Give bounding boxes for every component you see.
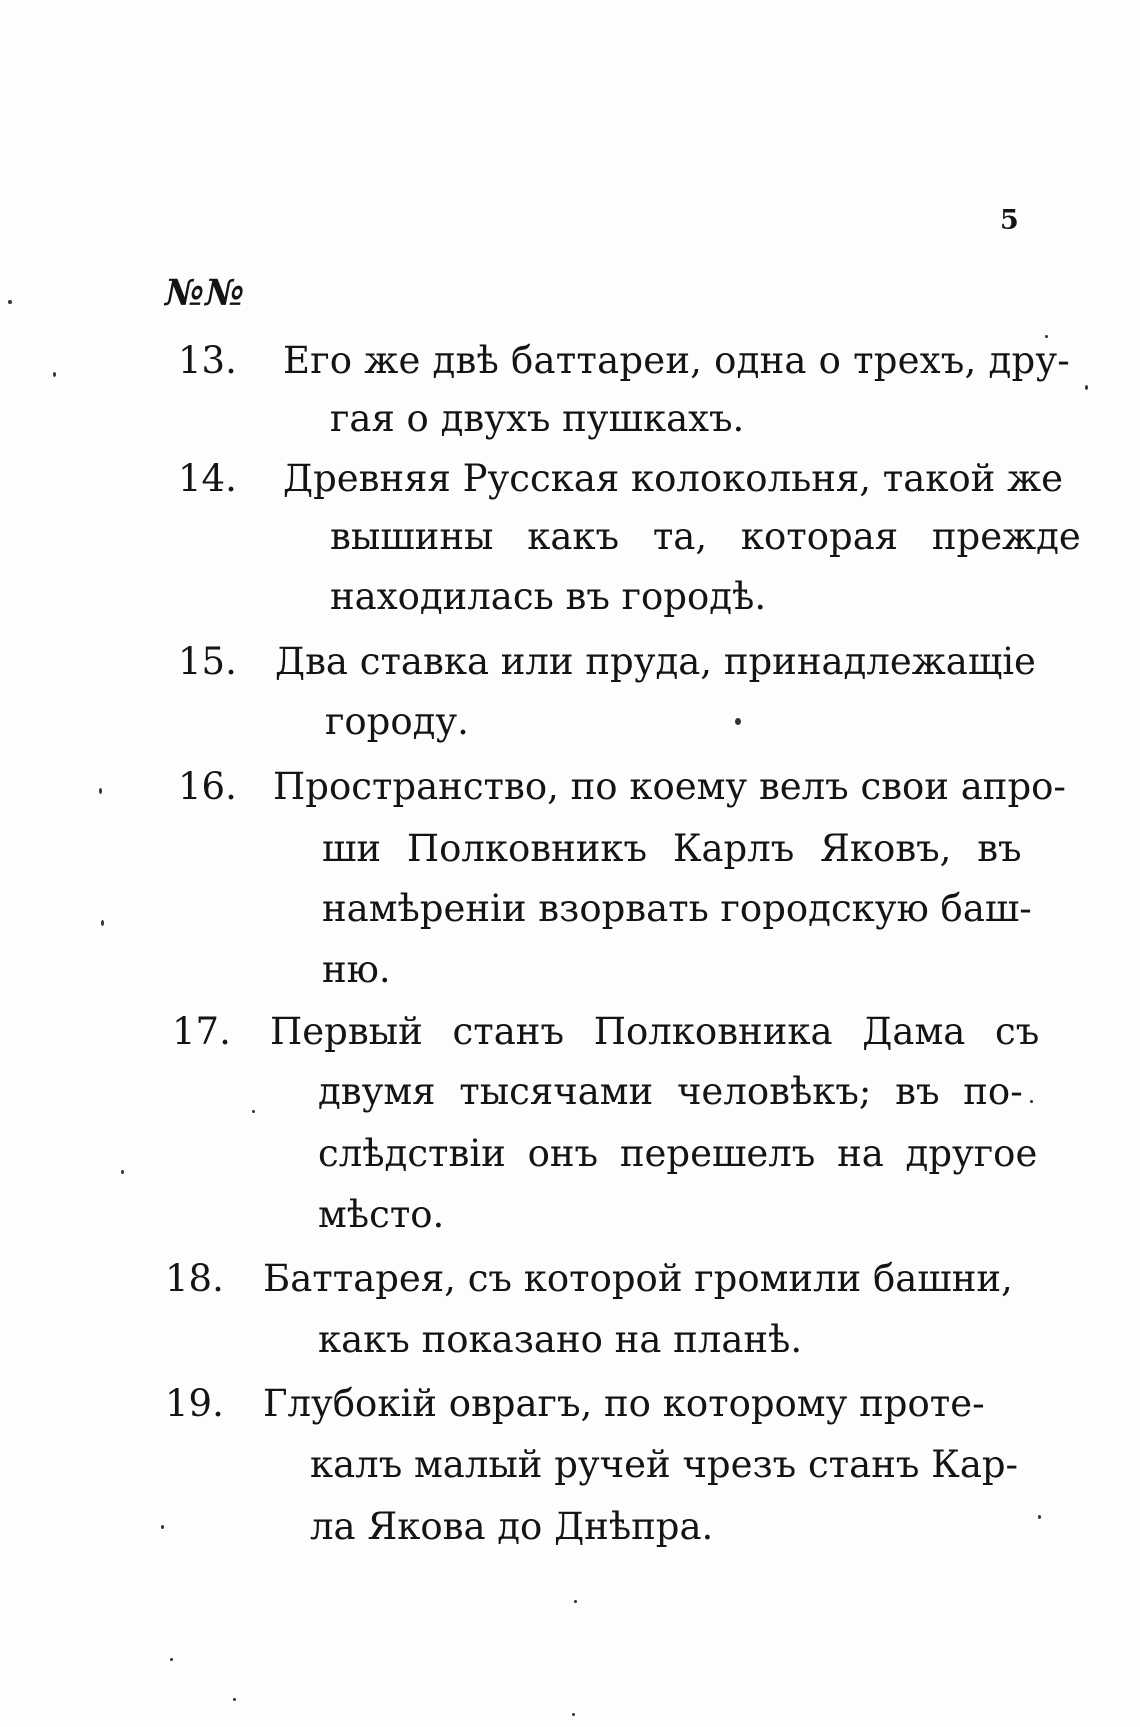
- entry-line: какъ показано на планѣ.: [318, 1318, 803, 1361]
- scan-speck: [735, 718, 741, 725]
- entry-line: ши Полковникъ Карлъ Яковъ, въ: [322, 827, 1022, 870]
- scan-speck: [161, 1525, 164, 1529]
- scan-speck: [1038, 1515, 1041, 1519]
- entry-number: 13.: [178, 339, 237, 382]
- entry-line: ню.: [322, 948, 391, 991]
- scan-speck: [1030, 1100, 1033, 1103]
- entry-number: 19.: [165, 1382, 224, 1425]
- scan-speck: [121, 1170, 124, 1174]
- scan-speck: [53, 372, 56, 377]
- entry-number: 15.: [178, 640, 237, 683]
- scan-speck: [1085, 385, 1088, 390]
- entry-line: Древняя Русская колокольня, такой же: [283, 457, 1064, 500]
- entry-line: гая о двухъ пушкахъ.: [330, 397, 745, 440]
- entry-number: 14.: [178, 457, 237, 500]
- entry-line: мѣсто.: [318, 1193, 445, 1236]
- entry-line: намѣреніи взорвать городскую баш-: [322, 887, 1032, 930]
- entry-line: Пространство, по коему велъ свои апро-: [273, 765, 1066, 808]
- entry-line: находилась въ городѣ.: [330, 575, 767, 618]
- scan-speck: [8, 300, 12, 304]
- entry-line: ла Якова до Днѣпра.: [310, 1505, 714, 1548]
- entry-line: двумя тысячами человѣкъ; въ по-: [318, 1070, 1023, 1113]
- scan-speck: [233, 1698, 236, 1701]
- entry-number: 16.: [178, 765, 237, 808]
- scan-speck: [1045, 335, 1048, 338]
- entry-line: Первый станъ Полковника Дама съ: [270, 1010, 1040, 1053]
- entry-line: Два ставка или пруда, принадлежащіе: [275, 640, 1036, 683]
- entry-line: слѣдствіи онъ перешелъ на другое: [318, 1132, 1038, 1175]
- scan-speck: [572, 1713, 575, 1716]
- scan-speck: [170, 1658, 173, 1661]
- entry-line: Баттарея, съ которой громили башни,: [263, 1257, 1013, 1300]
- scan-speck: [101, 920, 104, 926]
- entry-line: вышины какъ та, которая прежде: [330, 515, 1081, 558]
- entry-line: городу.: [325, 700, 469, 743]
- page-number: 5: [1000, 205, 1019, 236]
- scan-speck: [574, 1600, 577, 1603]
- entry-line: Его же двѣ баттареи, одна о трехъ, дру-: [283, 339, 1071, 382]
- scan-speck: [252, 1110, 255, 1113]
- entry-line: калъ малый ручей чрезъ станъ Кар-: [310, 1443, 1019, 1486]
- column-header-numero: №№: [165, 272, 246, 314]
- entry-line: Глубокій оврагъ, по которому проте-: [263, 1382, 985, 1425]
- entry-number: 17.: [172, 1010, 231, 1053]
- entry-number: 18.: [165, 1257, 224, 1300]
- scan-speck: [99, 788, 102, 794]
